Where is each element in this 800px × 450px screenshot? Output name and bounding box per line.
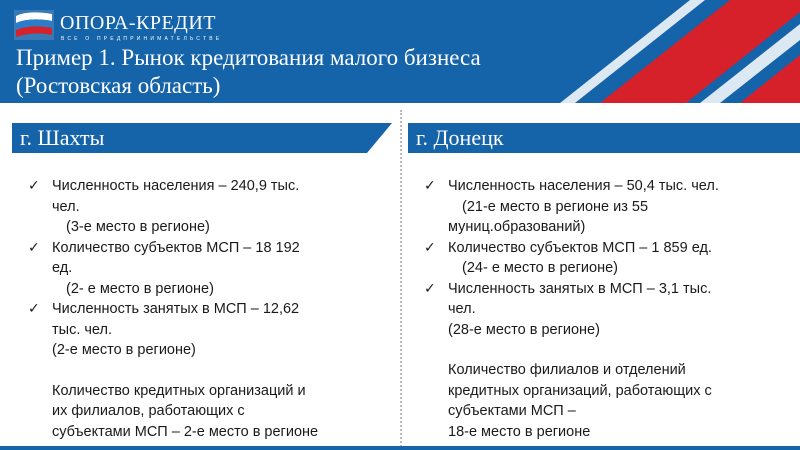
- list-item: ✓ Численность населения – 240,9 тыс.: [28, 176, 388, 197]
- title-line-1: Пример 1. Рынок кредитования малого бизнеса: [16, 45, 481, 70]
- list-item: ед.: [52, 260, 73, 276]
- right-heading: г. Донецк: [416, 125, 504, 150]
- column-divider: [400, 110, 402, 450]
- logo: [14, 10, 223, 44]
- list-item: 18-е место в регионе: [448, 423, 591, 440]
- list-item: субъектами МСП –: [448, 403, 576, 419]
- list-item: тыс. чел.: [52, 321, 112, 338]
- list-item: кредитных организаций, работающих с: [448, 382, 712, 399]
- list-item: муниц.образований): [448, 219, 586, 235]
- list-item: (28-е место в регионе): [448, 321, 600, 338]
- title-line-2: (Ростовская область): [16, 73, 221, 98]
- list-item: субъектами МСП – 2-е место в регионе: [52, 423, 319, 440]
- list-item: ✓ Численность занятых в МСП – 3,1 тыс.: [424, 279, 794, 300]
- list-item: ✓ Численность населения – 50,4 тыс. чел.: [424, 176, 794, 197]
- list-item: (24- е место в регионе): [462, 260, 618, 276]
- left-heading-band: [12, 123, 392, 153]
- list-item: ✓ Численность занятых в МСП – 12,62: [28, 299, 388, 320]
- logo-tagline: ВСЕ О ПРЕДПРИНИМАТЕЛЬСТВЕ: [61, 36, 223, 42]
- right-list: [424, 176, 794, 442]
- list-item: (3-е место в регионе): [66, 219, 210, 235]
- list-item: (21-е место в регионе из 55: [462, 198, 649, 215]
- list-spacer: [424, 340, 794, 360]
- left-list: [28, 176, 388, 442]
- list-item: чел.: [52, 198, 80, 215]
- bottom-border: [0, 446, 800, 450]
- list-item: ✓ Количество субъектов МСП – 18 192: [28, 238, 388, 259]
- list-item: их филиалов, работающих с: [52, 403, 245, 419]
- flag-logo-icon: [14, 10, 54, 40]
- left-heading: г. Шахты: [20, 125, 105, 150]
- page-title: [16, 44, 481, 100]
- list-item: (2- е место в регионе): [66, 280, 214, 297]
- header-banner: [0, 0, 800, 103]
- list-item: Количество филиалов и отделений: [448, 362, 686, 378]
- list-item: чел.: [448, 301, 476, 317]
- right-heading-band: [408, 123, 800, 153]
- logo-name: ОПОРА-КРЕДИТ: [60, 12, 216, 34]
- list-item: (2-е место в регионе): [52, 342, 196, 358]
- list-spacer: [28, 361, 388, 381]
- list-item: ✓ Количество субъектов МСП – 1 859 ед.: [424, 238, 794, 259]
- list-item: Количество кредитных организаций и: [52, 382, 306, 399]
